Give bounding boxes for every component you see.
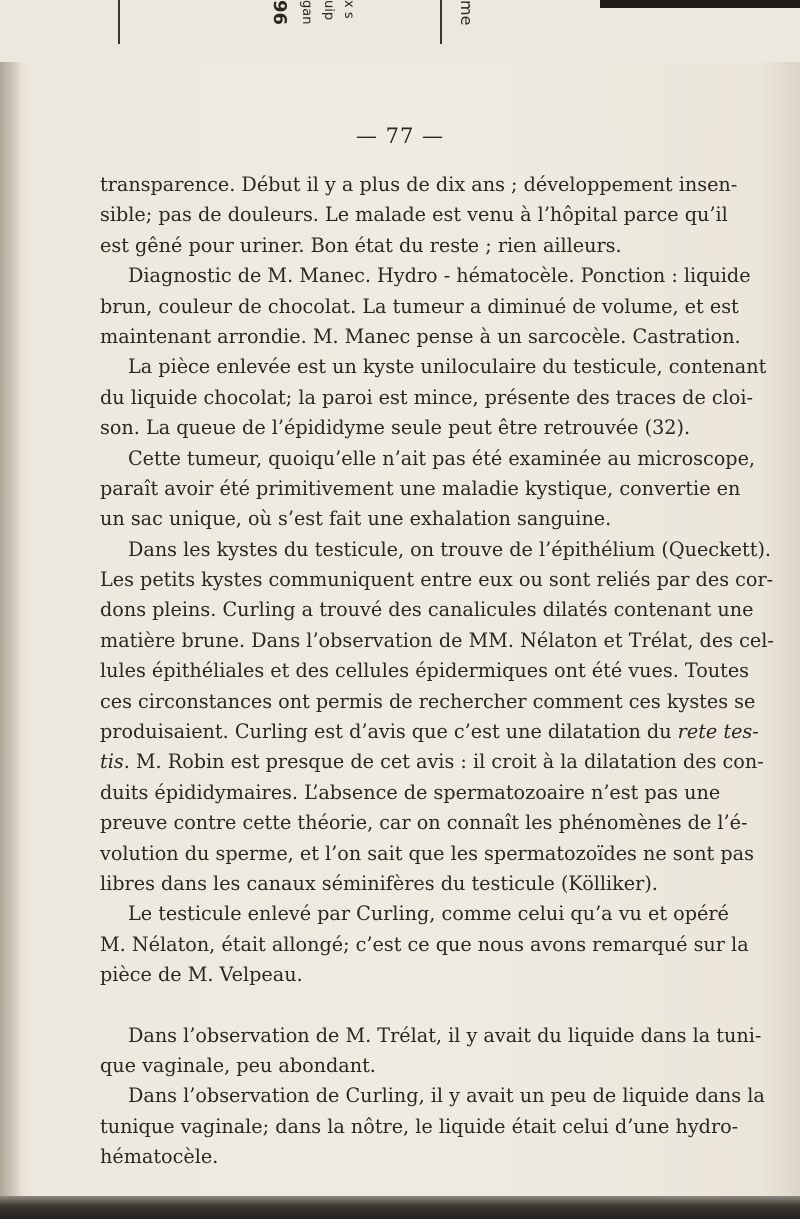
text-line: [100, 747, 764, 777]
text-line: volution du sperme, et l’on sait que les spermatozoïdes ne sont pas: [100, 841, 754, 865]
text-line: ces circonstances ont permis de rechercher comment ces kystes se: [100, 689, 756, 713]
text-line: libres dans les canaux séminifères du testicule (Kölliker).: [100, 871, 658, 895]
text-line: Diagnostic de M. Manec. Hydro - hématocèle. Ponction : liquide: [128, 264, 751, 288]
edge-rule-right: [440, 0, 442, 44]
text-line: tunique vaginale; dans la nôtre, le liquide était celui d’une hydro-: [100, 1114, 739, 1138]
previous-page-edge: [0, 0, 800, 62]
paragraph: [100, 899, 749, 990]
paragraph: [100, 170, 738, 261]
text-line: brun, couleur de chocolat. La tumeur a diminué de volume, et est: [100, 294, 739, 318]
text-line: est gêné pour uriner. Bon état du reste ; rien ailleurs.: [100, 233, 622, 257]
page-number: — 77 —: [355, 124, 445, 148]
text-line: preuve contre cette théorie, car on connaît les phénomènes de l’é-: [100, 811, 748, 835]
text-line: M. Nélaton, était allongé; c’est ce que nous avons remarqué sur la: [100, 932, 749, 956]
text-line: [100, 717, 759, 747]
text-line: un sac unique, où s’est fait une exhalation sanguine.: [100, 507, 612, 531]
paragraph: [100, 352, 767, 443]
text-line: pièce de M. Velpeau.: [100, 963, 303, 987]
text-line: paraît avoir été primitivement une maladie kystique, convertie en: [100, 476, 741, 500]
text-line: que vaginale, peu abondant.: [100, 1053, 376, 1077]
text-line: hématocèle.: [100, 1145, 219, 1169]
paragraph: [100, 1081, 765, 1172]
edge-fragment-2: gan: [299, 0, 314, 25]
edge-rule-left: [118, 0, 120, 44]
text-line: Dans l’observation de Curling, il y avait un peu de liquide dans la: [128, 1084, 765, 1108]
bottom-edge-shadow: [0, 1196, 800, 1219]
paragraph-gap: [100, 991, 720, 1021]
text-line: Dans l’observation de M. Trélat, il y avait du liquide dans la tuni-: [128, 1023, 762, 1047]
text-line: sible; pas de douleurs. Le malade est venu à l’hôpital parce qu’il: [100, 203, 728, 227]
body-text: [100, 170, 774, 1173]
italic-term: tis: [100, 750, 124, 774]
text-run: produisaient. Curling est d’avis que c’est une dilatation du: [100, 720, 678, 744]
text-line: son. La queue de l’épididyme seule peut être retrouvée (32).: [100, 416, 691, 440]
text-line: duits épididymaires. L’absence de spermatozoaire n’est pas une: [100, 780, 721, 804]
text-line: La pièce enlevée est un kyste uniloculaire du testicule, contenant: [128, 355, 767, 379]
italic-term: rete tes-: [677, 720, 759, 744]
text-line: lules épithéliales et des cellules épidermiques ont été vues. Toutes: [100, 659, 750, 683]
text-line: Le testicule enlevé par Curling, comme celui qu’a vu et opéré: [128, 902, 729, 926]
text-line: Cette tumeur, quoiqu’elle n’ait pas été examinée au microscope,: [128, 446, 756, 470]
paragraph: [100, 1021, 762, 1082]
text-line: transparence. Début il y a plus de dix ans ; développement insen-: [100, 173, 738, 196]
text-line: dons pleins. Curling a trouvé des canalicules dilatés contenant une: [100, 598, 754, 622]
text-line: Dans les kystes du testicule, on trouve de l’épithélium (Queckett).: [128, 537, 772, 561]
text-line: du liquide chocolat; la paroi est mince, présente des traces de cloi-: [100, 385, 753, 409]
paragraph: [100, 444, 756, 535]
edge-fragment-1: 96: [269, 0, 290, 26]
text-run: . M. Robin est presque de cet avis : il croit à la dilatation des con-: [123, 750, 764, 774]
edge-fragment-4: x s: [341, 0, 356, 19]
page-gutter-shadow: [0, 0, 22, 1219]
text-line: maintenant arrondie. M. Manec pense à un sarcocèle. Castration.: [100, 324, 741, 348]
dark-edge-band: [600, 0, 800, 8]
edge-fragment-5: me: [457, 0, 476, 26]
text-line: Les petits kystes communiquent entre eux ou sont reliés par des cor-: [100, 568, 774, 592]
paragraph: [100, 261, 751, 352]
paragraph: [100, 535, 774, 900]
edge-fragment-3: uip: [321, 0, 336, 21]
text-line: matière brune. Dans l’observation de MM. Nélaton et Trélat, des cel-: [100, 628, 774, 652]
